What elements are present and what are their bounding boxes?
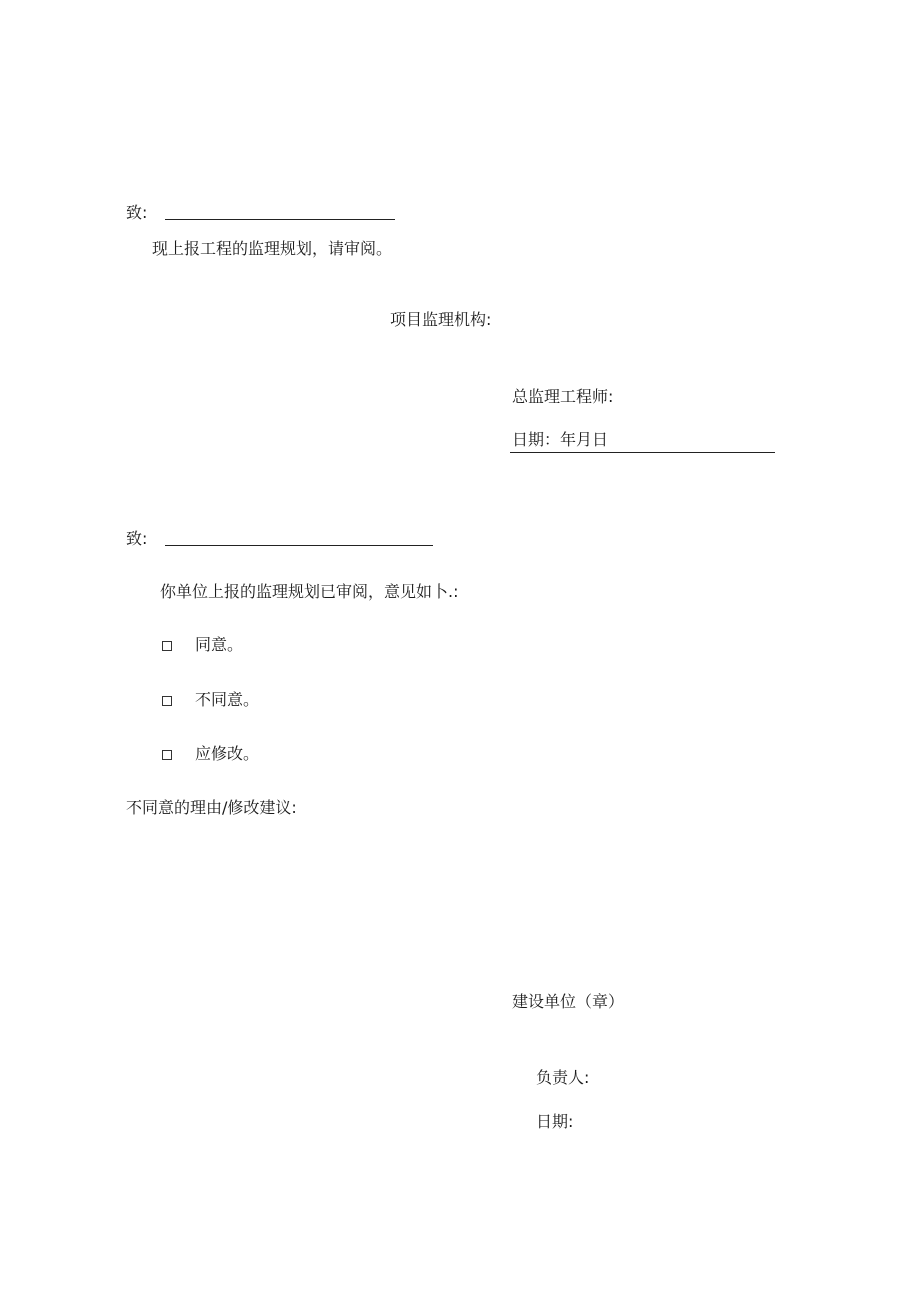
review-recipient-blank-line[interactable] xyxy=(165,545,433,546)
recipient-blank-line[interactable] xyxy=(165,219,395,220)
org-label: 项目监理机构: xyxy=(390,310,492,329)
revise-checkbox[interactable] xyxy=(162,750,172,760)
agree-checkbox[interactable] xyxy=(162,641,172,651)
review-to-label: 致: xyxy=(126,529,148,548)
review-date-label: 日期: xyxy=(536,1112,574,1131)
reason-label: 不同意的理由/修改建议: xyxy=(126,798,297,817)
revise-label: 应修改。 xyxy=(195,744,260,763)
disagree-checkbox[interactable] xyxy=(162,696,172,706)
review-body: 你单位上报的监理规划已审阅，意见如卜.: xyxy=(160,582,459,601)
to-label: 致: xyxy=(126,203,148,222)
disagree-label: 不同意。 xyxy=(195,690,260,709)
responsible-label: 负责人: xyxy=(536,1068,590,1087)
agree-label: 同意。 xyxy=(195,635,244,654)
chief-engineer-label: 总监理工程师: xyxy=(512,387,614,406)
date-label: 日期：年月日 xyxy=(512,430,609,449)
submission-body: 现上报工程的监理规划，请审阅。 xyxy=(152,239,393,258)
unit-seal-label: 建设单位（章） xyxy=(512,992,625,1011)
date-blank-line[interactable] xyxy=(510,452,775,453)
